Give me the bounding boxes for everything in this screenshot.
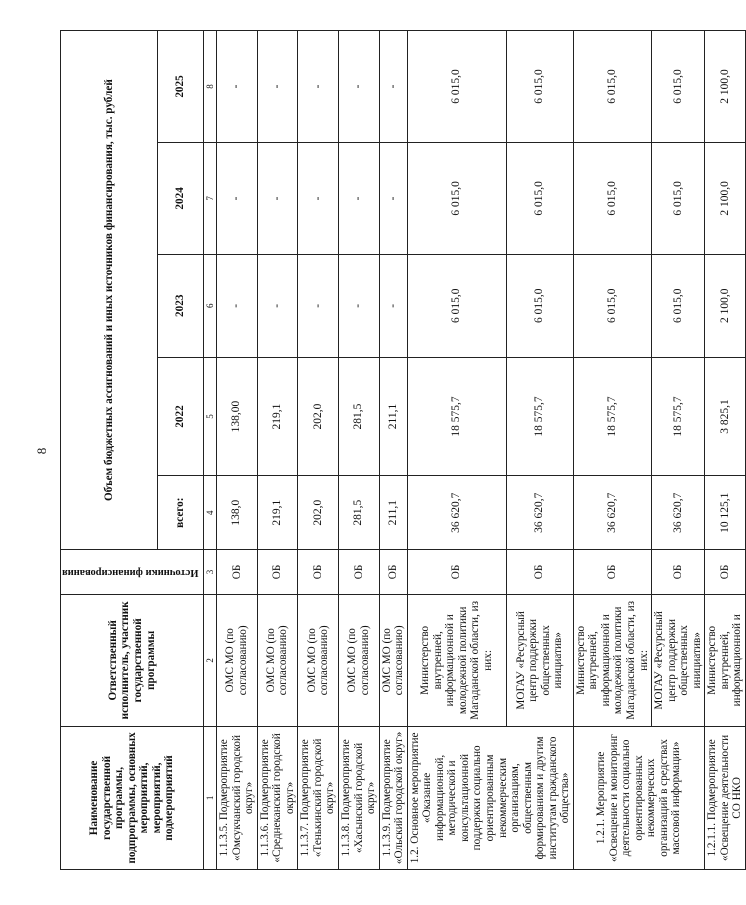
page-number: 8 bbox=[34, 447, 49, 455]
row-source: ОБ bbox=[257, 550, 298, 595]
header-executor: Ответственный исполнитель, участник государственной программы bbox=[61, 594, 204, 726]
row-total: 36 620,7 bbox=[573, 476, 651, 550]
row-source: ОБ bbox=[298, 550, 339, 595]
header-funding: Объем бюджетных ассигнований и иных источников финансирования, тыс. рублей bbox=[61, 31, 158, 550]
table-row bbox=[705, 31, 746, 870]
row-2025: - bbox=[257, 31, 298, 143]
header-year-2024: 2024 bbox=[157, 142, 203, 254]
header-year-2023: 2023 bbox=[157, 254, 203, 357]
row-executor: Министерство внутренней, информационной и bbox=[705, 594, 746, 726]
row-2022: 18 575,7 bbox=[407, 357, 506, 476]
column-index: 5 bbox=[204, 357, 217, 476]
row-source: ОБ bbox=[407, 550, 506, 595]
row-source: ОБ bbox=[338, 550, 379, 595]
row-source: ОБ bbox=[573, 550, 651, 595]
row-total: 219,1 bbox=[257, 476, 298, 550]
row-2023: 6 015,0 bbox=[652, 254, 705, 357]
row-executor: ОМС МО (по согласованию) bbox=[257, 594, 298, 726]
row-2024: 6 015,0 bbox=[652, 142, 705, 254]
row-2025: 6 015,0 bbox=[506, 31, 573, 143]
row-executor: ОМС МО (по согласованию) bbox=[217, 594, 258, 726]
column-index: 4 bbox=[204, 476, 217, 550]
table-row bbox=[407, 31, 506, 870]
row-total: 10 125,1 bbox=[705, 476, 746, 550]
table-row bbox=[217, 31, 258, 870]
row-2025: - bbox=[298, 31, 339, 143]
row-2023: - bbox=[298, 254, 339, 357]
row-2024: 6 015,0 bbox=[407, 142, 506, 254]
row-2022: 18 575,7 bbox=[506, 357, 573, 476]
row-executor: ОМС МО (по согласованию) bbox=[298, 594, 339, 726]
row-2023: 6 015,0 bbox=[407, 254, 506, 357]
row-2025: 2 100,0 bbox=[705, 31, 746, 143]
column-index: 1 bbox=[204, 726, 217, 869]
row-2022: 138,00 bbox=[217, 357, 258, 476]
header-source: Источники финансирования bbox=[61, 550, 204, 595]
row-2022: 281,5 bbox=[338, 357, 379, 476]
row-2024: - bbox=[338, 142, 379, 254]
row-2025: - bbox=[217, 31, 258, 143]
header-year-2022: 2022 bbox=[157, 357, 203, 476]
table-row bbox=[298, 31, 339, 870]
row-name: 1.1.3.5. Подмероприятие «Омсукчанский городской округ» bbox=[217, 726, 258, 869]
row-2022: 18 575,7 bbox=[652, 357, 705, 476]
row-total: 211,1 bbox=[379, 476, 407, 550]
row-2022: 211,1 bbox=[379, 357, 407, 476]
row-2024: - bbox=[379, 142, 407, 254]
column-index: 8 bbox=[204, 31, 217, 143]
row-2024: - bbox=[257, 142, 298, 254]
funding-table bbox=[60, 30, 746, 870]
row-name: 1.1.3.8. Подмероприятие «Хасынский городской округ» bbox=[338, 726, 379, 869]
row-2024: - bbox=[298, 142, 339, 254]
row-total: 202,0 bbox=[298, 476, 339, 550]
row-source: ОБ bbox=[217, 550, 258, 595]
row-source: ОБ bbox=[705, 550, 746, 595]
column-index: 2 bbox=[204, 594, 217, 726]
row-2024: 6 015,0 bbox=[506, 142, 573, 254]
row-source: ОБ bbox=[652, 550, 705, 595]
column-index: 6 bbox=[204, 254, 217, 357]
row-total: 36 620,7 bbox=[652, 476, 705, 550]
row-2024: - bbox=[217, 142, 258, 254]
row-executor: МОГАУ «Ресурсный центр поддержки общественных инициатив» bbox=[652, 594, 705, 726]
row-name: 1.1.3.6. Подмероприятие «Среднеканский городской округ» bbox=[257, 726, 298, 869]
row-2022: 202,0 bbox=[298, 357, 339, 476]
row-2023: - bbox=[379, 254, 407, 357]
row-2022: 18 575,7 bbox=[573, 357, 651, 476]
row-2023: 2 100,0 bbox=[705, 254, 746, 357]
header-name: Наименование государственной программы, подпрограммы, основных мероприятий, мероприятий, подмероприятий bbox=[61, 726, 204, 869]
row-2023: 6 015,0 bbox=[506, 254, 573, 357]
row-name: 1.1.3.7. Подмероприятие «Тенькинский городской округ» bbox=[298, 726, 339, 869]
row-executor: МОГАУ «Ресурсный центр поддержки общественных инициатив» bbox=[506, 594, 573, 726]
group-name: 1.2. Основное мероприятие «Оказание информационной, методической и консультационной поддержки социально ориентированным некоммерческим организациям, общественным формированиям и другим институтам гражданского общества» bbox=[407, 726, 573, 869]
column-index: 3 bbox=[204, 550, 217, 595]
table-row bbox=[379, 31, 407, 870]
row-executor: Министерство внутренней, информационной и молодежной политики Магаданской области, из них: bbox=[573, 594, 651, 726]
header-total: всего: bbox=[157, 476, 203, 550]
funding-table-rotated bbox=[60, 30, 744, 870]
table-row bbox=[338, 31, 379, 870]
row-executor: ОМС МО (по согласованию) bbox=[338, 594, 379, 726]
row-2024: 6 015,0 bbox=[573, 142, 651, 254]
row-2025: 6 015,0 bbox=[573, 31, 651, 143]
row-total: 36 620,7 bbox=[506, 476, 573, 550]
row-2025: 6 015,0 bbox=[407, 31, 506, 143]
row-source: ОБ bbox=[379, 550, 407, 595]
row-name: 1.2.1.1. Подмероприятие «Освещение деятельности СО НКО bbox=[705, 726, 746, 869]
row-2022: 219,1 bbox=[257, 357, 298, 476]
row-2023: 6 015,0 bbox=[573, 254, 651, 357]
row-2023: - bbox=[338, 254, 379, 357]
row-total: 36 620,7 bbox=[407, 476, 506, 550]
row-executor: ОМС МО (по согласованию) bbox=[379, 594, 407, 726]
group-name: 1.2.1. Мероприятие «Освещение и мониторинг деятельности социально ориентированных некоммерческих организаций в средствах массовой информации» bbox=[573, 726, 704, 869]
column-index: 7 bbox=[204, 142, 217, 254]
row-2025: - bbox=[379, 31, 407, 143]
row-2022: 3 825,1 bbox=[705, 357, 746, 476]
row-2023: - bbox=[217, 254, 258, 357]
row-2024: 2 100,0 bbox=[705, 142, 746, 254]
row-2025: 6 015,0 bbox=[652, 31, 705, 143]
row-2025: - bbox=[338, 31, 379, 143]
row-source: ОБ bbox=[506, 550, 573, 595]
row-2023: - bbox=[257, 254, 298, 357]
header-year-2025: 2025 bbox=[157, 31, 203, 143]
row-total: 138,0 bbox=[217, 476, 258, 550]
row-total: 281,5 bbox=[338, 476, 379, 550]
row-name: 1.1.3.9. Подмероприятие «Ольский городской округ» bbox=[379, 726, 407, 869]
table-row bbox=[257, 31, 298, 870]
row-executor: Министерство внутренней, информационной и молодежной политики Магаданской области, из них: bbox=[407, 594, 506, 726]
table-row bbox=[573, 31, 651, 870]
